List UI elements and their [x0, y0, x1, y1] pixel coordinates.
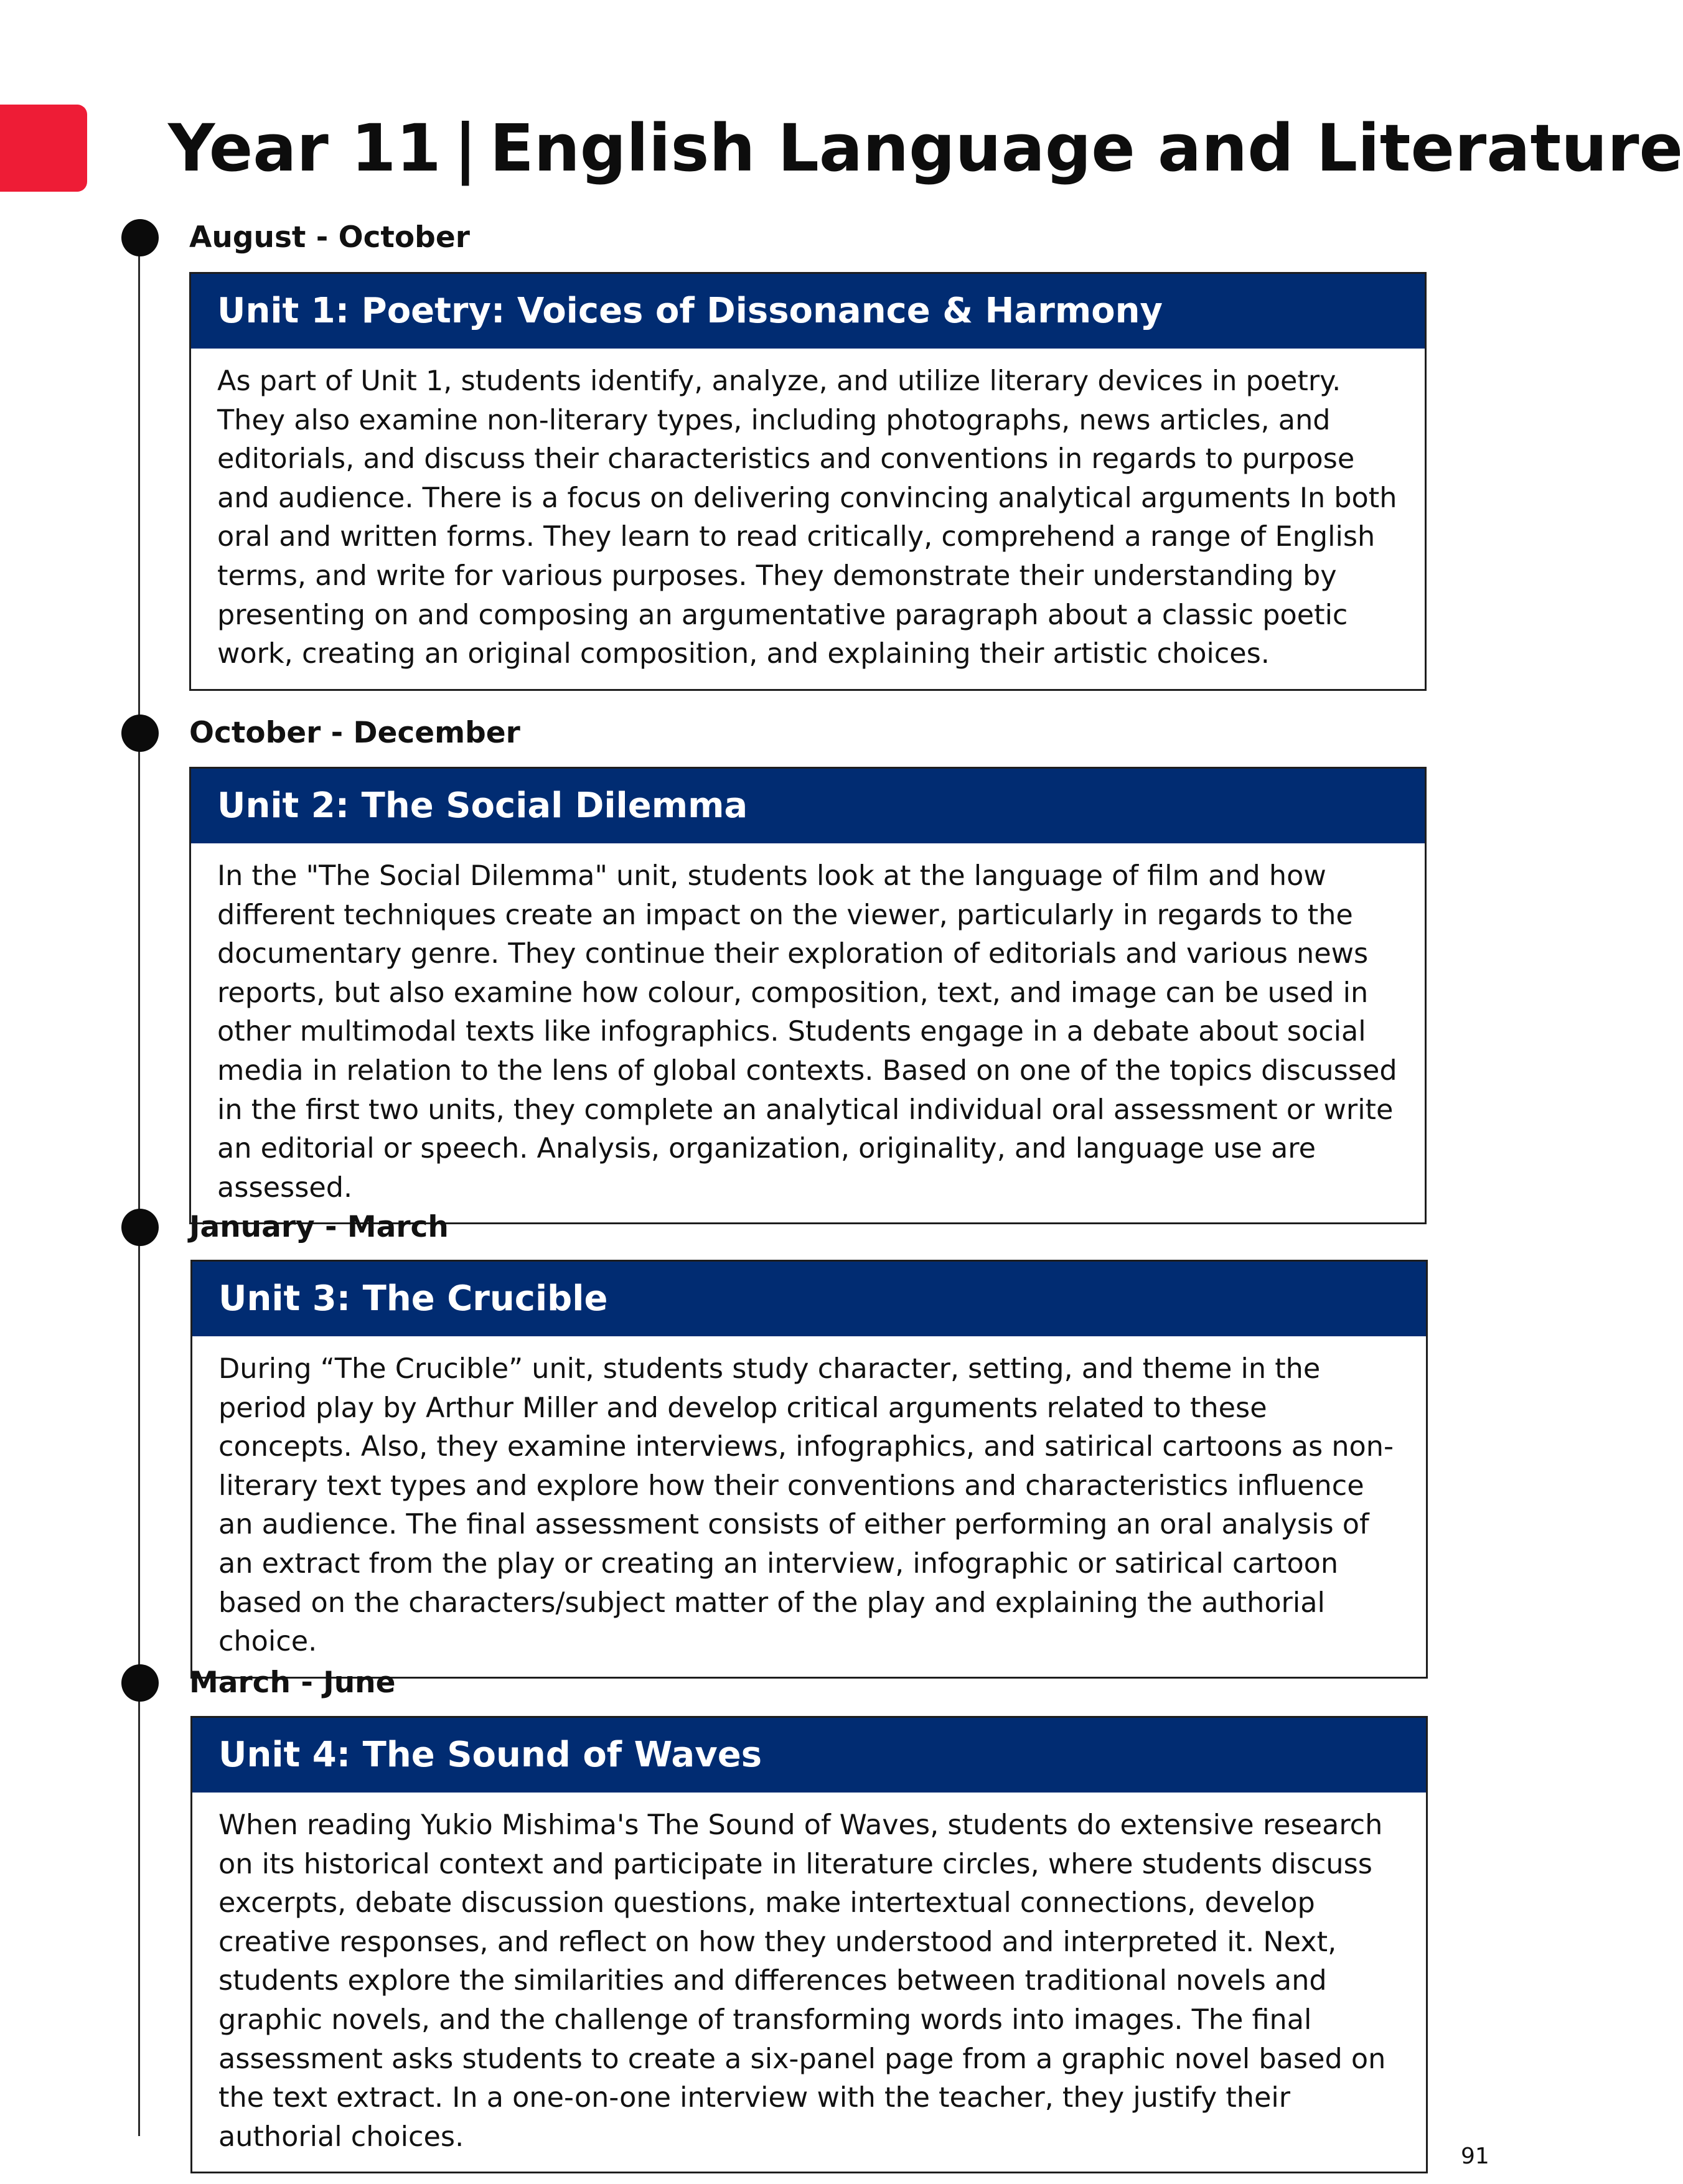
page-number: 91 [1461, 2144, 1489, 2169]
period-label-1: August - October [189, 220, 470, 255]
period-label-2: October - December [189, 716, 520, 750]
unit-description-3: During “The Crucible” unit, students study character, setting, and theme in the period play by Arthur Miller and develop critical arguments related to these concepts. Also, they examine interviews, infographics, and satirical cartoons as non-literary text types and explore how their conventions and characteristics influence an audience. The final assessment consists of either performing an oral analysis of an extract from the play or creating an interview, infographic or satirical cartoon based on the characters/subject matter of the play and explaining the authorial choice. [218, 1353, 1394, 1658]
unit-card-1 [189, 272, 1427, 691]
unit-title-4: Unit 4: The Sound of Waves [192, 1718, 1426, 1793]
red-accent-tab [0, 105, 87, 192]
unit-description-1: As part of Unit 1, students identify, analyze, and utilize literary devices in poetry. They also examine non-literary types, including photographs, news articles, and editorials, and discuss their characteristics and conventions in regards to purpose and audience. There is a focus on delivering convincing analytical arguments In both oral and written forms. They learn to read critically, comprehend a range of English terms, and write for various purposes. They demonstrate their understanding by presenting on and composing an argumentative paragraph about a classic poetic work, creating an original composition, and explaining their artistic choices. [217, 365, 1397, 670]
unit-card-4 [190, 1716, 1428, 2173]
period-label-3: January - March [189, 1210, 449, 1244]
title-subject: English Language and Literature [489, 110, 1683, 186]
unit-title-2: Unit 2: The Social Dilemma [191, 769, 1425, 843]
unit-title-1: Unit 1: Poetry: Voices of Dissonance & Harmony [191, 274, 1425, 349]
timeline-dot [121, 219, 159, 256]
unit-description-4: When reading Yukio Mishima's The Sound of Waves, students do extensive research on its historical context and participate in literature circles, where students discuss excerpts, debate discussion questions, make intertextual connections, develop creative responses, and reflect on how they understood and interpreted it. Next, students explore the similarities and differences between traditional novels and graphic novels, and the challenge of transforming words into images. The final assessment asks students to create a six-panel page from a graphic novel based on the text extract. In a one-on-one interview with the teacher, they justify their authorial choices. [218, 1809, 1386, 2153]
unit-description-2: In the "The Social Dilemma" unit, students look at the language of film and how different techniques create an impact on the viewer, particularly in regards to the documentary genre. They continue their exploration of editorials and various news reports, but also examine how colour, composition, text, and image can be used in other multimodal texts like infographics. Students engage in a debate about social media in relation to the lens of global contexts. Based on one of the topics discussed in the first two units, they complete an analytical individual oral assessment or write an editorial or speech. Analysis, organization, originality, and language use are assessed. [217, 860, 1397, 1204]
period-label-4: March - June [189, 1666, 396, 1700]
title-year: Year 11 [168, 110, 441, 186]
unit-title-3: Unit 3: The Crucible [192, 1262, 1426, 1336]
timeline-dot [121, 1664, 159, 1702]
page-title [168, 105, 1683, 192]
unit-card-2 [189, 767, 1427, 1224]
unit-card-3 [190, 1260, 1428, 1679]
title-separator: | [453, 110, 477, 186]
timeline-line [138, 238, 140, 2136]
timeline-dot [121, 715, 159, 752]
timeline-dot [121, 1209, 159, 1246]
